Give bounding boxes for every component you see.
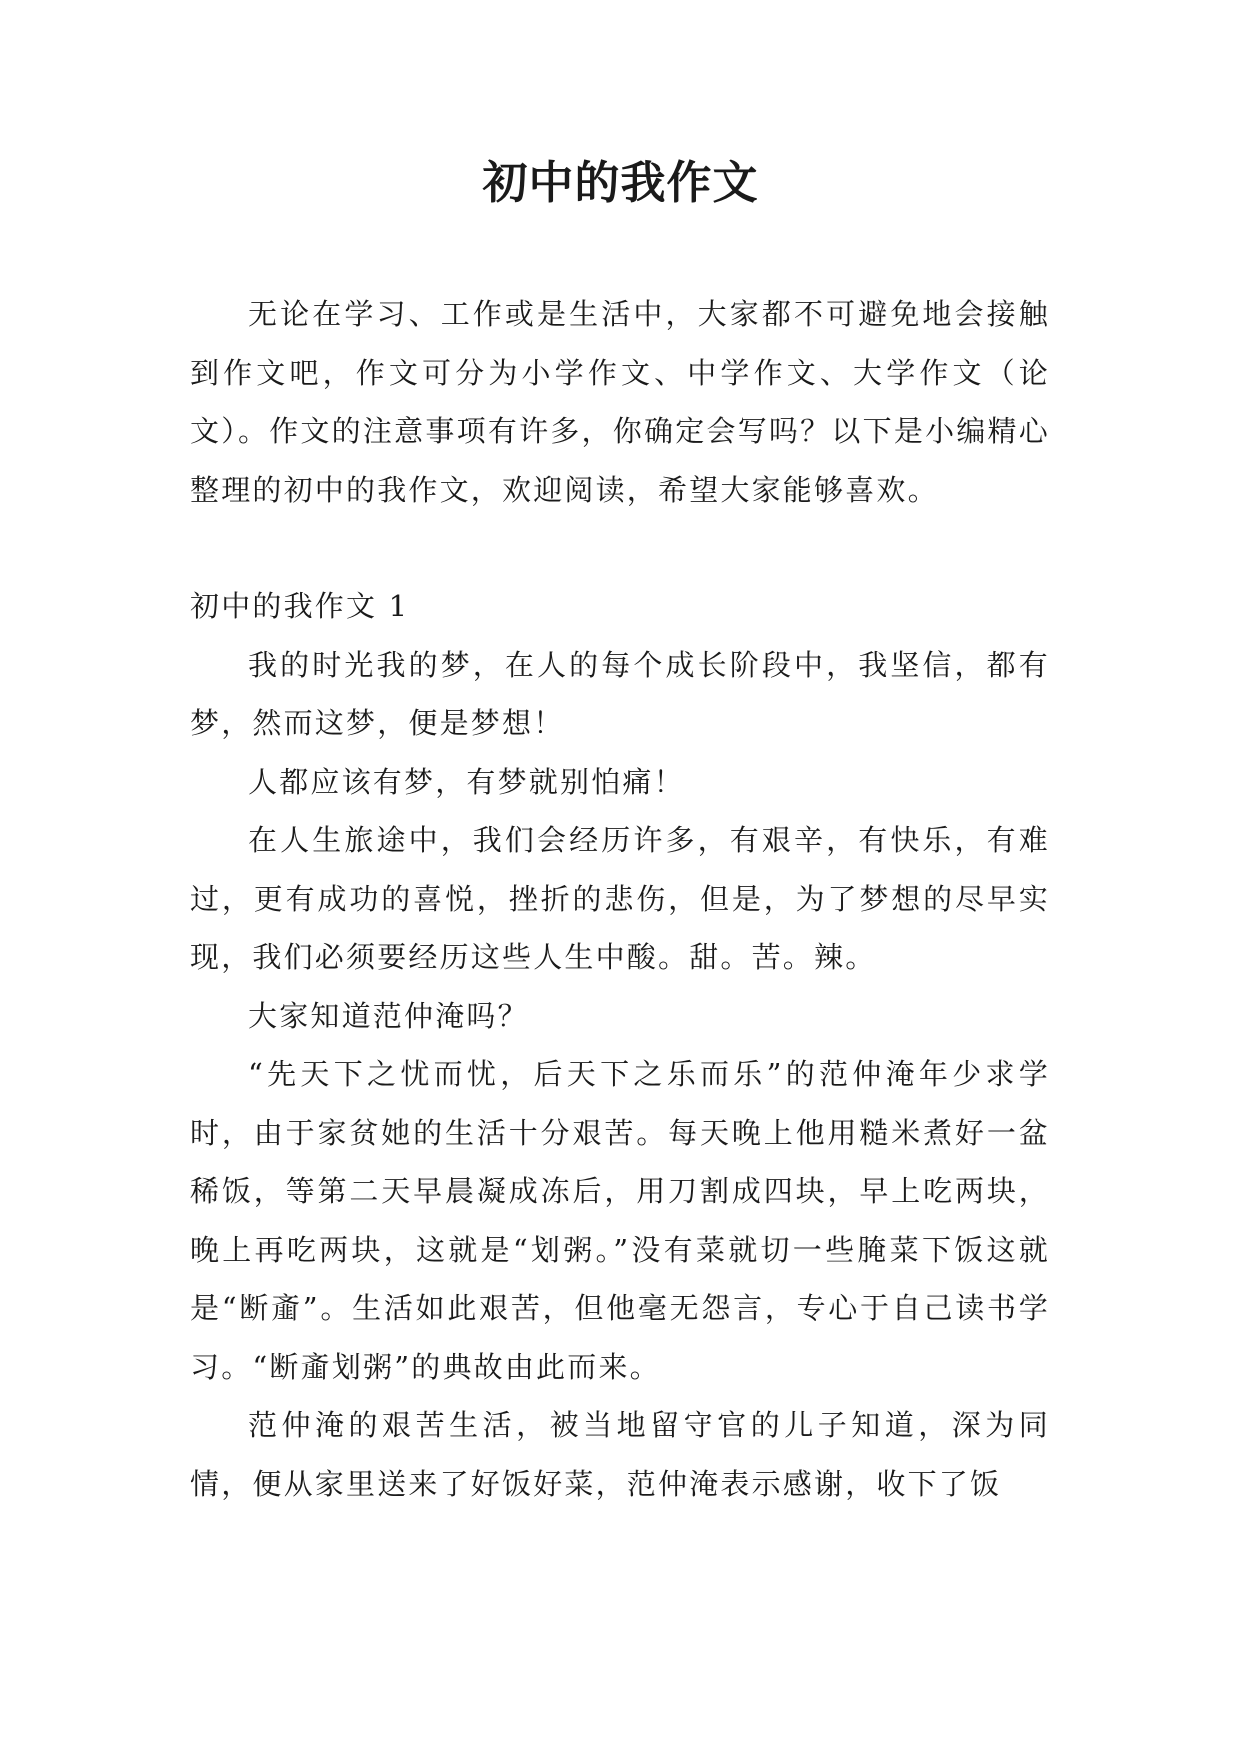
body-paragraph: 我的时光我的梦，在人的每个成长阶段中，我坚信，都有梦，然而这梦，便是梦想！ xyxy=(190,647,1050,740)
document-title: 初中的我作文 xyxy=(482,156,759,209)
document-body xyxy=(190,285,1050,1513)
section-heading: 初中的我作文 1 xyxy=(190,589,410,623)
body-paragraph: 人都应该有梦，有梦就别怕痛！ xyxy=(248,764,685,799)
body-paragraph: 大家知道范仲淹吗？ xyxy=(248,998,529,1033)
paragraph-gap xyxy=(190,519,1050,577)
body-paragraph: 范仲淹的艰苦生活，被当地留守官的儿子知道，深为同情，便从家里送来了好饭好菜，范仲淹表示感谢，收下了饭 xyxy=(190,1408,1050,1501)
body-paragraph: 在人生旅途中，我们会经历许多，有艰辛，有快乐，有难过，更有成功的喜悦，挫折的悲伤，但是，为了梦想的尽早实现，我们必须要经历这些人生中酸。甜。苦。辣。 xyxy=(190,823,1050,974)
intro-paragraph: 无论在学习、工作或是生活中，大家都不可避免地会接触到作文吧，作文可分为小学作文、中学作文、大学作文（论文）。作文的注意事项有许多，你确定会写吗？以下是小编精心整理的初中的我作文，欢迎阅读，希望大家能够喜欢。 xyxy=(190,297,1050,507)
body-paragraph: “先天下之忧而忧，后天下之乐而乐”的范仲淹年少求学时，由于家贫她的生活十分艰苦。每天晚上他用糙米煮好一盆稀饭，等第二天早晨凝成冻后，用刀割成四块，早上吃两块，晚上再吃两块，这就是“划粥。”没有菜就切一些腌菜下饭这就是“断齑”。生活如此艰苦，但他毫无怨言，专心于自己读书学习。“断齑划粥”的典故由此而来。 xyxy=(190,1057,1050,1384)
